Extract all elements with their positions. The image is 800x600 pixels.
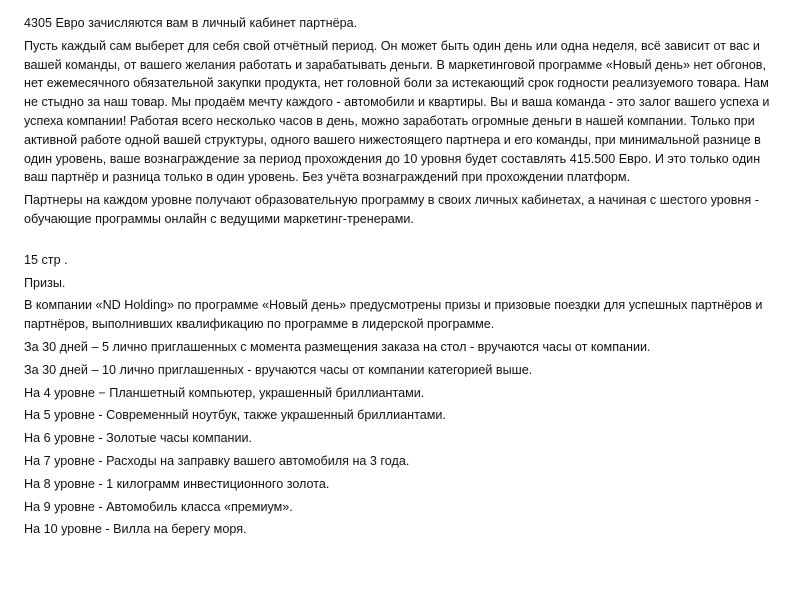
document-heading: 4305 Евро зачисляются вам в личный кабинет партнёра.: [24, 16, 358, 30]
level-4-prize: На 4 уровне − Планшетный компьютер, украшенный бриллиантами.: [24, 385, 425, 400]
paragraph-reporting-period: Пусть каждый сам выберет для себя свой отчётный период. Он может быть один день или одна неделя, всё зависит от вас и вашей команды, от вашего желания работать и зарабатывать деньги. В маркетинговой программе «Новый день» нет обгонов, нет ежемесячного обязательной закупки продукта, нет головной боли за истекающий срок годности реализуемого товара. Нам не стыдно за наш товар. Мы продаём мечту каждого - автомобили и квартиры. Вы и ваша команда - это залог вашего успеха и успеха компании! Работая всего несколько часов в день, можно заработать огромные деньги в нашей компании. Только при активной работе одной вашей структуры, одного вашего нижестоящего партнера и его команды, при минимальной разнице в один уровень, ваше вознаграждение за период прохождения до 10 уровня будет составлять 415.500 Евро. И это только один ваш партнёр и разница только в один уровень. Без учёта вознаграждений при прохождении платформ.: [24, 38, 770, 185]
page-reference: 15 стр .: [24, 252, 68, 267]
rule-10-invited: За 30 дней – 10 лично приглашенных - вручаются часы от компании категорией выше.: [24, 362, 533, 377]
prizes-title: Призы.: [24, 275, 66, 290]
rule-5-invited: За 30 дней – 5 лично приглашенных с момента размещения заказа на стол - вручаются часы от компании.: [24, 339, 651, 354]
document-page: [24, 14, 776, 543]
level-6-prize: На 6 уровне - Золотые часы компании.: [24, 431, 253, 446]
prizes-intro: В компании «ND Holding» по программе «Новый день» предусмотрены призы и призовые поездки для успешных партнёров и партнёров, выполнивших квалификацию по программе в лидерской программе.: [24, 298, 763, 332]
level-5-prize: На 5 уровне - Современный ноутбук, также украшенный бриллиантами.: [24, 408, 446, 423]
level-7-prize: На 7 уровне - Расходы на заправку вашего автомобиля на 3 года.: [24, 453, 410, 468]
level-10-prize: На 10 уровне - Вилла на берегу моря.: [24, 522, 247, 537]
spacer: [24, 233, 776, 251]
paragraph-education: Партнеры на каждом уровне получают образовательную программу в своих личных кабинетах, а начиная с шестого уровня - обучающие программы онлайн с ведущими маркетинг-тренерами.: [24, 193, 759, 226]
level-8-prize: На 8 уровне - 1 килограмм инвестиционного золота.: [24, 476, 330, 491]
level-9-prize: На 9 уровне - Автомобиль класса «премиум».: [24, 499, 293, 514]
